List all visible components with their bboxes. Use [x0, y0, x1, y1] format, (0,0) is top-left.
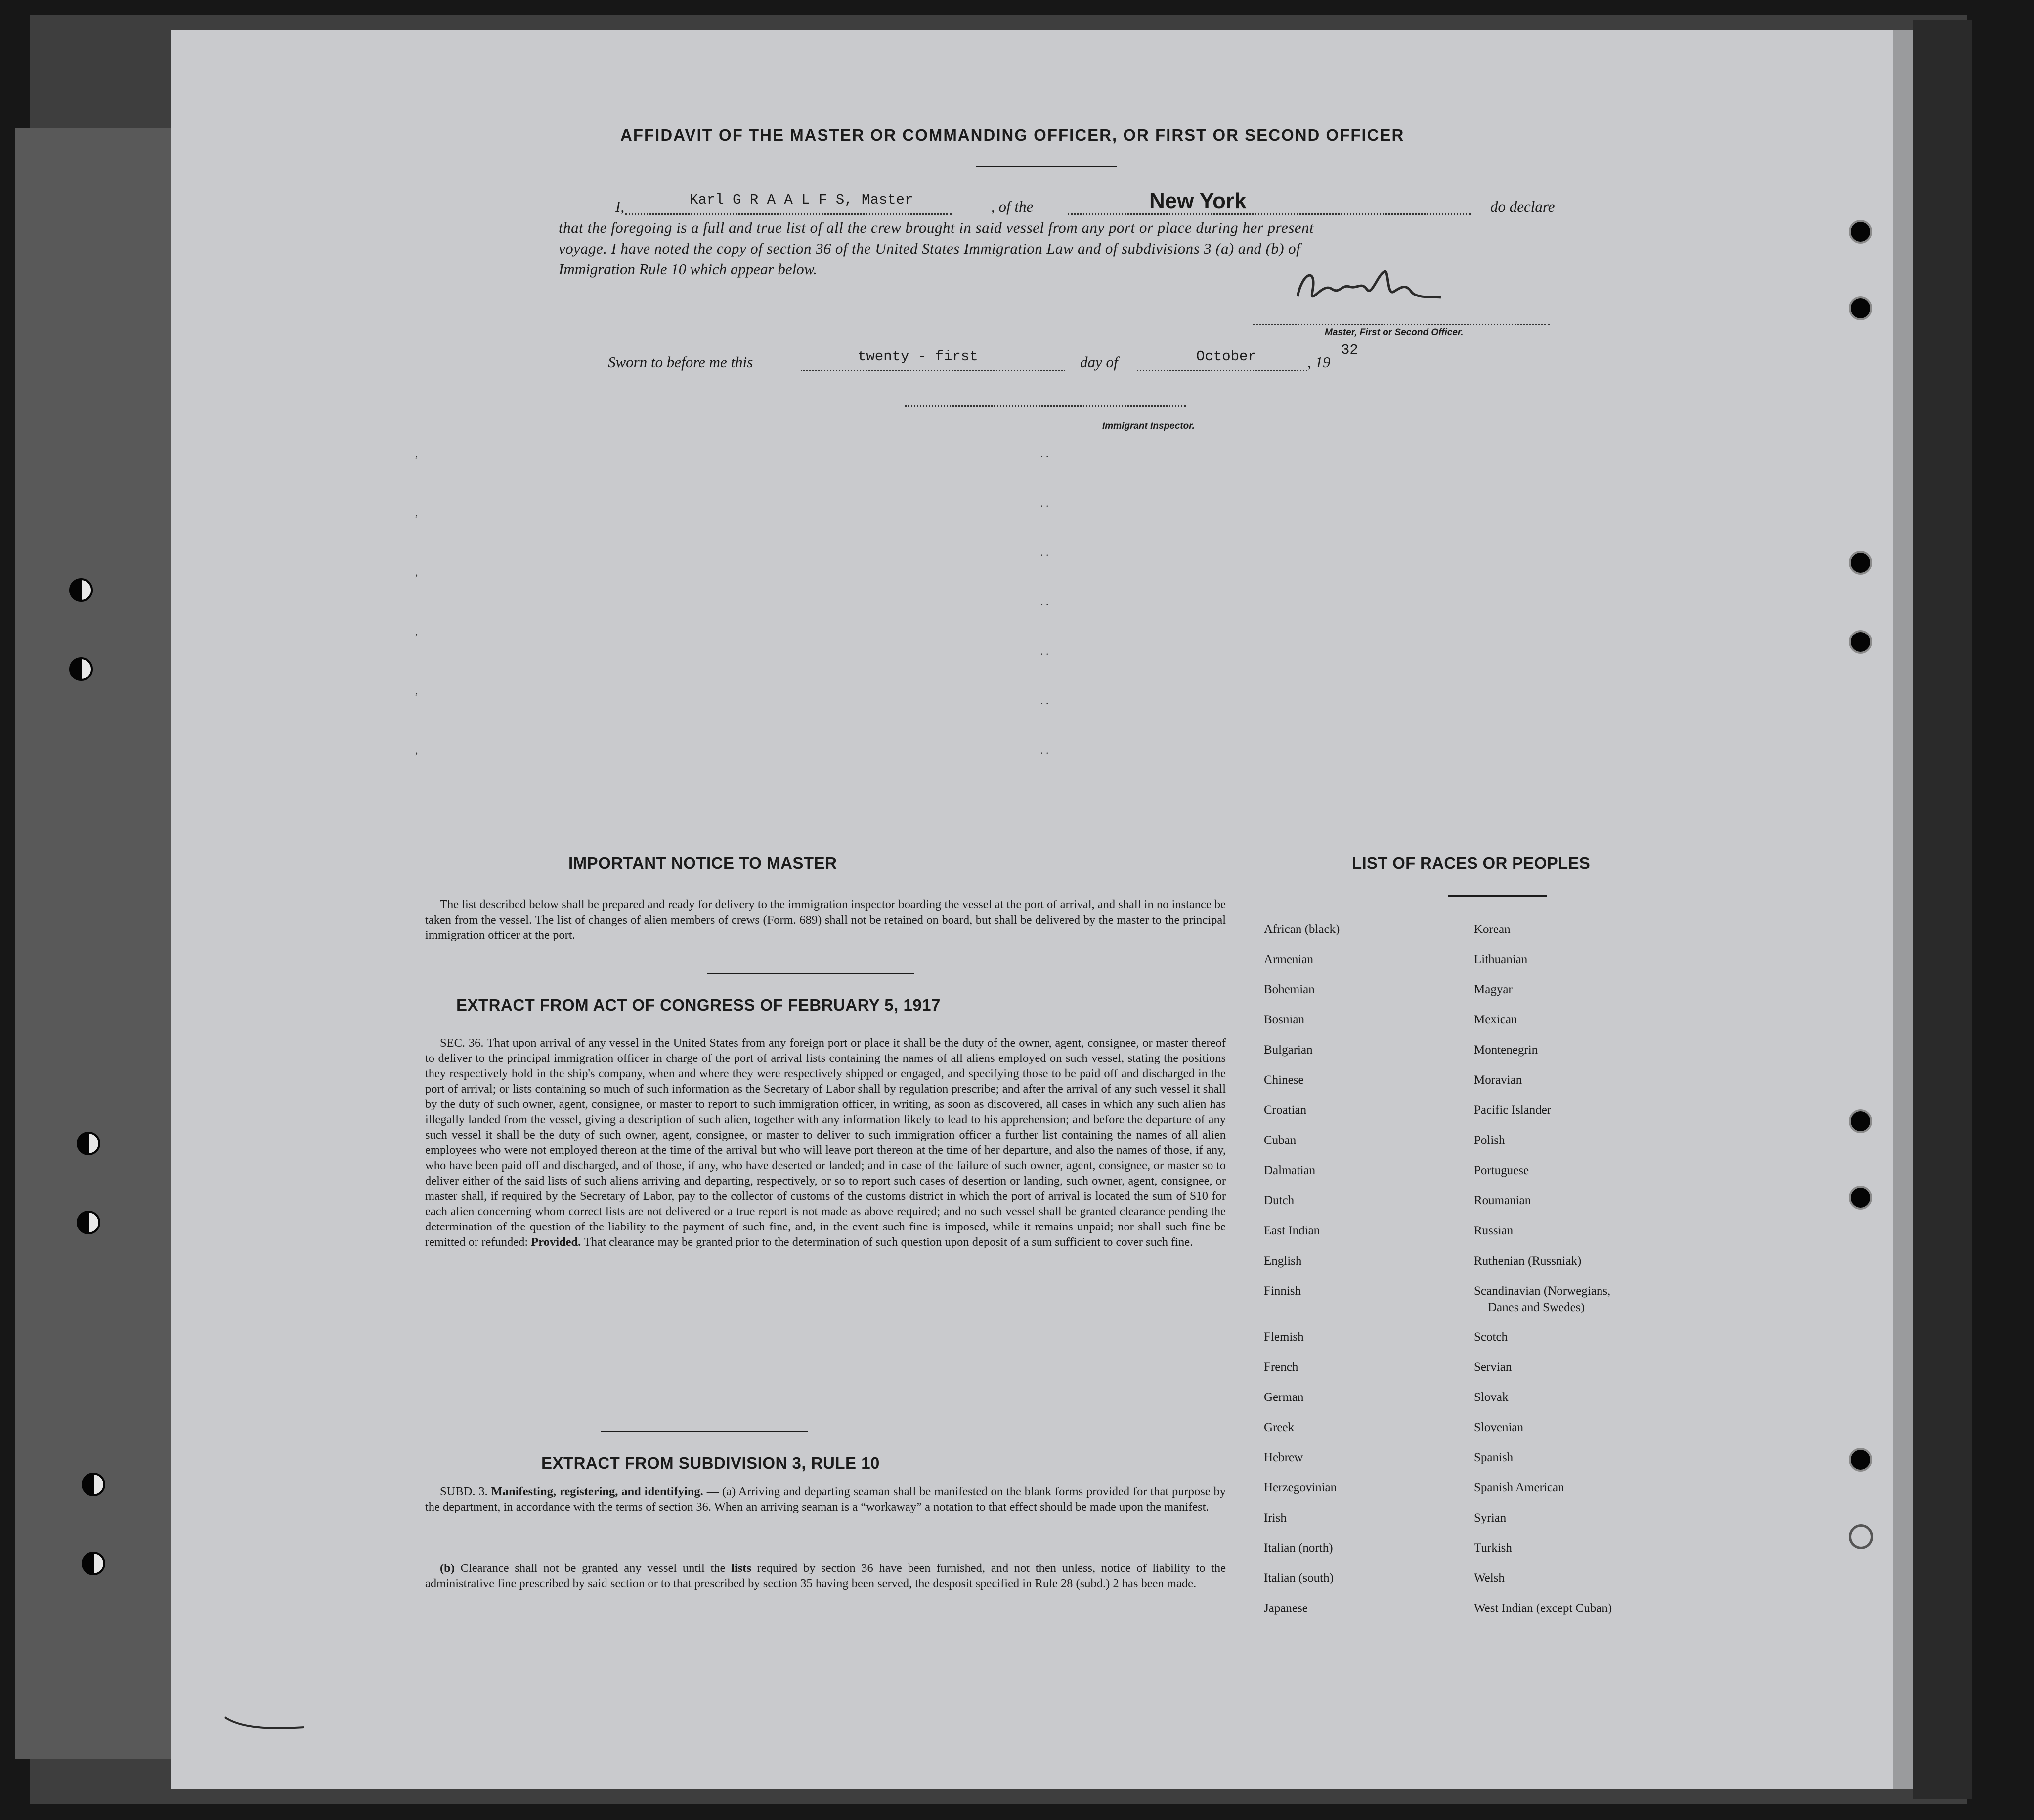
race-item: Welsh — [1474, 1571, 1505, 1585]
of-the-label: , of the — [991, 198, 1034, 215]
signature-caption: Master, First or Second Officer. — [1325, 327, 1464, 338]
race-item: French — [1264, 1360, 1298, 1374]
race-item: Russian — [1474, 1224, 1514, 1237]
margin-tick: . . — [1040, 546, 1049, 558]
affidavit-line-2: that the foregoing is a full and true list of all the crew brought in said vessel from any port or place during her present — [559, 219, 1314, 236]
subd-b-pre: Clearance shall not be granted any vessel until the — [460, 1562, 726, 1575]
binder-hole — [1849, 1186, 1872, 1210]
year-suffix-field: 32 — [1341, 342, 1358, 358]
race-item: West Indian (except Cuban) — [1474, 1602, 1612, 1615]
master-signature — [1288, 262, 1446, 321]
margin-tick: , — [415, 447, 418, 460]
month-blank — [1137, 370, 1307, 371]
race-item: Hebrew — [1264, 1451, 1303, 1464]
margin-tick: , — [415, 744, 418, 756]
race-item: Irish — [1264, 1511, 1287, 1524]
race-item: Montenegrin — [1474, 1043, 1538, 1057]
binder-hole — [77, 1211, 100, 1234]
race-item: Herzegovinian — [1264, 1481, 1337, 1494]
race-item: Armenian — [1264, 953, 1313, 966]
race-item: Mexican — [1474, 1013, 1517, 1026]
margin-tick: . . — [1040, 645, 1049, 657]
margin-tick: . . — [1040, 595, 1049, 608]
race-item: Turkish — [1474, 1541, 1512, 1555]
race-item: English — [1264, 1254, 1302, 1268]
race-item: Spanish — [1474, 1451, 1514, 1464]
binder-hole — [69, 657, 93, 681]
binder-hole — [1849, 1448, 1872, 1472]
name-blank — [625, 213, 952, 215]
affidavit-pronoun: I, — [615, 198, 625, 215]
race-item: Flemish — [1264, 1330, 1304, 1344]
race-item: German — [1264, 1391, 1304, 1404]
binder-hole — [1849, 630, 1872, 654]
race-item: Pacific Islander — [1474, 1103, 1552, 1117]
race-item: Dutch — [1264, 1194, 1295, 1207]
bottom-pen-mark — [220, 1707, 309, 1737]
sworn-day-field: twenty - first — [858, 348, 978, 365]
rule-subd-a — [425, 1484, 1226, 1515]
margin-tick: . . — [1040, 694, 1049, 707]
binder-hole — [82, 1473, 105, 1496]
rule-extract-title: EXTRACT FROM SUBDIVISION 3, RULE 10 — [541, 1454, 880, 1472]
master-name-field: Karl G R A A L F S, Master — [690, 192, 913, 208]
vessel-name-field: New York — [1149, 189, 1247, 213]
races-rule — [1448, 895, 1547, 897]
background-page-edge — [15, 128, 173, 1759]
inspector-blank — [905, 405, 1186, 407]
race-item: Cuban — [1264, 1134, 1297, 1147]
day-blank — [801, 370, 1065, 371]
margin-tick: , — [415, 566, 418, 578]
vessel-blank — [1068, 213, 1471, 215]
race-item: Finnish — [1264, 1284, 1301, 1298]
race-item: Roumanian — [1474, 1194, 1531, 1207]
race-item: Syrian — [1474, 1511, 1507, 1524]
margin-tick: , — [415, 625, 418, 637]
act-extract-body: SEC. 36. That upon arrival of any vessel in the United States from any foreign port or place it shall be the duty of the owner, agent, consignee, or master thereof to deliver to the principal immigration officer in charge of the port of arrival lists containing the names of all aliens employed on such vessel, stating the positions they respectively hold in the ship's company, when and where they were respectively shipped or engaged, and specifying those to be paid off and discharged in the port of arrival; or lists containing so much of such information as the Secretary of Labor shall by regulation prescribe; and after the arrival of any such vessel it shall by the duty of such owner, agent, consignee, or master to report to such immigration officer, in writing, as soon as discovered, all cases in which any such alien has illegally landed from the vessel, giving a description of such alien, together with any information likely to lead to his apprehension; and before the departure of any such vessel it shall be the duty of such owner, agent, consignee, or master to deliver to such immigration officer a further list containing the names of all alien employees who were not employed thereon at the time of the arrival but who will leave port thereon at the time of her departure, and also the names of those, if any, who have been paid off and discharged, and of those, if any, who have deserted or landed; and in case of the failure of such owner, agent, consignee, or master so to deliver either of the said lists of such aliens arriving and departing, respectively, or so to report such cases of desertion or landing, such owner, agent, consignee, or master shall, if required by the Secretary of Labor, pay to the collector of customs of the customs district in which the port of arrival is located the sum of $10 for each alien concerning whom correct lists are not delivered or a true report is not made as above required; and no such vessel shall be granted clearance pending the determination of the question of the liability to the payment of such fine, and, in the event such fine is imposed, while it remains unpaid; nor shall such fine be remitted or refunded: — [425, 1036, 1226, 1249]
race-item: Scotch — [1474, 1330, 1508, 1344]
race-item: Croatian — [1264, 1103, 1307, 1117]
subd-prefix: SUBD. 3. — [440, 1485, 488, 1498]
margin-tick: . . — [1040, 744, 1049, 756]
binder-hole — [1849, 551, 1872, 575]
margin-tick: , — [415, 684, 418, 697]
race-item: Greek — [1264, 1421, 1295, 1434]
race-item: African (black) — [1264, 923, 1340, 936]
right-page-edge — [1913, 20, 1972, 1799]
race-item: Bulgarian — [1264, 1043, 1313, 1057]
year-prefix: , 19 — [1307, 353, 1331, 371]
race-item: Scandinavian (Norwegians, — [1474, 1284, 1611, 1298]
notice-text: The list described below shall be prepared and ready for delivery to the immigration inspector boarding the vessel at the port of arrival, and shall in no instance be taken from the vessel. The list of changes of alien members of crews (Form. 689) shall not be retained on board, but shall be delivered by the master to the principal immigration officer at the port. — [425, 898, 1226, 942]
act-rule — [601, 1431, 808, 1432]
affidavit-line-3: voyage. I have noted the copy of section 36 of the United States Immigration Law and of subdivisions 3 (a) and (b) of — [559, 240, 1300, 257]
subd-b-lists: lists — [731, 1562, 751, 1575]
act-extract-text — [425, 1035, 1226, 1250]
race-item: East Indian — [1264, 1224, 1320, 1237]
inspector-caption: Immigrant Inspector. — [1102, 421, 1195, 431]
race-item: Korean — [1474, 923, 1511, 936]
subd-heading: Manifesting, registering, and identifying. — [491, 1485, 703, 1498]
margin-tick: , — [415, 507, 418, 519]
race-item: Italian (south) — [1264, 1571, 1334, 1585]
race-item: Slovak — [1474, 1391, 1509, 1404]
subd-b-label: (b) — [440, 1562, 455, 1575]
race-item: Polish — [1474, 1134, 1505, 1147]
do-declare-label: do declare — [1490, 198, 1555, 215]
binder-hole — [77, 1132, 100, 1155]
binder-hole — [1849, 1109, 1872, 1133]
binder-hole — [1849, 1524, 1873, 1549]
race-item-continuation: Danes and Swedes) — [1488, 1301, 1585, 1314]
sworn-month-field: October — [1196, 348, 1256, 365]
document-page — [171, 30, 1913, 1789]
race-item: Spanish American — [1474, 1481, 1564, 1494]
affidavit-title: AFFIDAVIT OF THE MASTER OR COMMANDING OFFICER, OR FIRST OR SECOND OFFICER — [620, 126, 1405, 144]
binder-hole — [82, 1552, 105, 1575]
race-item: Italian (north) — [1264, 1541, 1333, 1555]
race-item: Lithuanian — [1474, 953, 1528, 966]
margin-tick: . . — [1040, 497, 1049, 509]
notice-rule — [707, 973, 914, 974]
notice-title: IMPORTANT NOTICE TO MASTER — [568, 854, 837, 872]
subd-a-text: — (a) Arriving and departing seaman shall be manifested on the blank forms provided for that purpose by the department, in accordance with the terms of section 36. When an arriving seaman is a “workaway” a notation to that effect should be made upon the manifest. — [425, 1485, 1226, 1514]
race-item: Japanese — [1264, 1602, 1308, 1615]
race-item: Bosnian — [1264, 1013, 1304, 1026]
binder-hole — [69, 578, 93, 602]
race-item: Chinese — [1264, 1073, 1304, 1087]
sworn-prefix: Sworn to before me this — [608, 353, 753, 371]
binder-hole — [1849, 220, 1872, 244]
race-item: Slovenian — [1474, 1421, 1523, 1434]
title-rule — [976, 166, 1117, 167]
rule-subd-b — [425, 1561, 1226, 1591]
act-extract-tail: That clearance may be granted prior to the determination of such question upon deposit of a sum sufficient to cover such fine. — [583, 1235, 1193, 1249]
affidavit-line-4: Immigration Rule 10 which appear below. — [559, 260, 817, 278]
race-item: Servian — [1474, 1360, 1512, 1374]
race-item: Ruthenian (Russniak) — [1474, 1254, 1582, 1268]
race-item: Portuguese — [1474, 1164, 1529, 1177]
act-extract-title: EXTRACT FROM ACT OF CONGRESS OF FEBRUARY 5, 1917 — [456, 996, 941, 1014]
subd-b-post: required by section 36 have been furnished, and not then unless, notice of liability to the administrative fine prescribed by said section or to that prescribed by section 35 having been served, the desposit specified in Rule 28 (subd.) 2 has been made. — [425, 1562, 1226, 1590]
race-item: Magyar — [1474, 983, 1513, 996]
provided-label: Provided. — [531, 1235, 581, 1249]
race-item: Dalmatian — [1264, 1164, 1316, 1177]
race-item: Bohemian — [1264, 983, 1315, 996]
signature-blank — [1253, 324, 1550, 325]
binder-hole — [1849, 296, 1872, 320]
margin-tick: . . — [1040, 447, 1049, 460]
race-item: Moravian — [1474, 1073, 1522, 1087]
day-of-label: day of — [1080, 353, 1118, 371]
races-title: LIST OF RACES OR PEOPLES — [1352, 854, 1591, 872]
